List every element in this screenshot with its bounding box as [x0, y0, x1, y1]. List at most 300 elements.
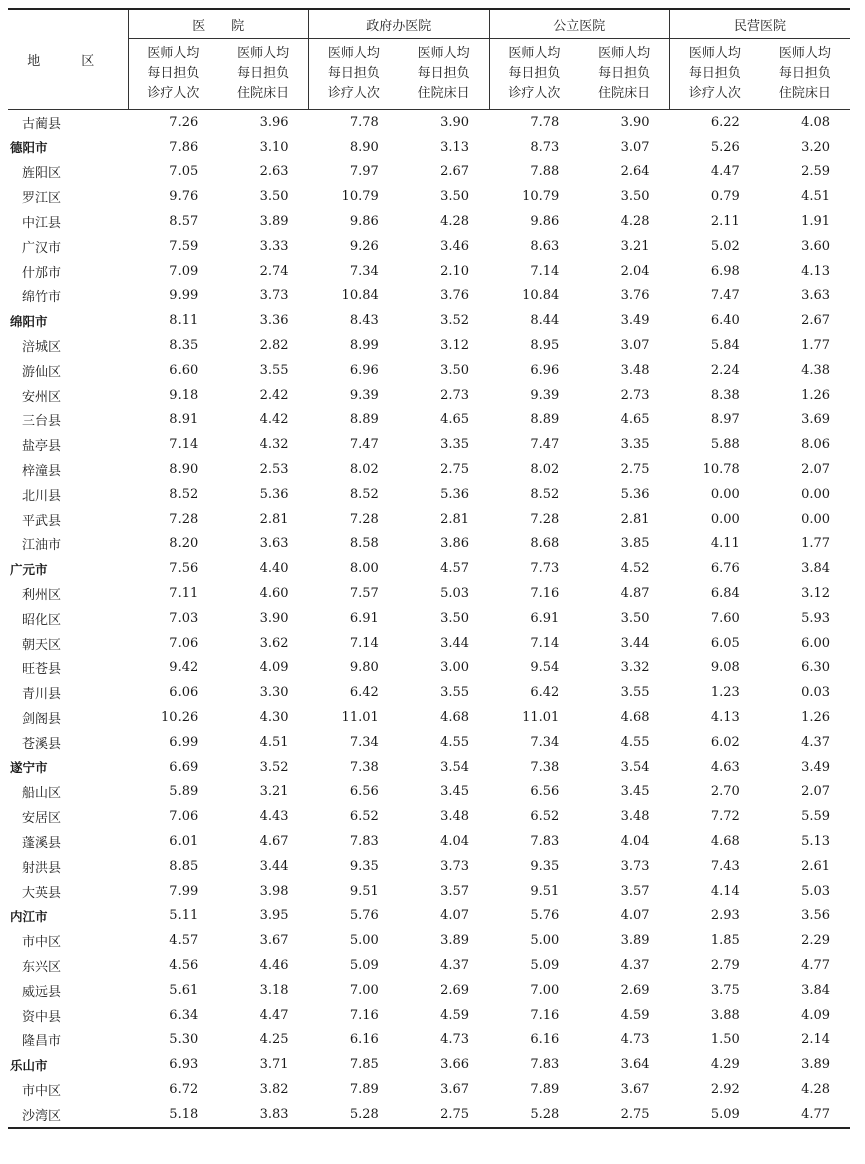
table-row: [8, 581, 850, 606]
table-header: [8, 9, 850, 110]
table-cell: 7.16: [530, 1007, 560, 1023]
table-cell: 7.83: [530, 1057, 560, 1073]
table-cell: 3.69: [801, 412, 831, 428]
table-cell: 3.49: [620, 313, 650, 329]
region-name: 东兴区: [22, 959, 62, 975]
table-cell: 3.48: [620, 809, 650, 825]
subheader-line: 每日担负: [327, 66, 380, 81]
table-cell: 7.97: [349, 164, 379, 180]
table-cell: 3.98: [259, 883, 289, 899]
table-row: [8, 209, 850, 234]
table-cell: 2.73: [440, 387, 470, 403]
region-name: 射洪县: [22, 860, 62, 876]
table-row: [8, 854, 850, 879]
table-cell: 2.82: [259, 338, 289, 354]
table-cell: 6.30: [801, 660, 831, 676]
table-cell: 2.70: [710, 784, 740, 800]
table-cell: 11.01: [341, 710, 379, 726]
group-header-hospital: 医 院: [128, 9, 309, 39]
table-cell: 3.75: [710, 982, 740, 998]
table-cell: 3.95: [259, 908, 289, 924]
table-row: [8, 1027, 850, 1052]
table-cell: 5.00: [349, 933, 379, 949]
region-name: 遂宁市: [10, 760, 48, 776]
table-cell: 4.29: [710, 1057, 740, 1073]
table-cell: 6.02: [710, 734, 740, 750]
region-name: 江油市: [22, 538, 62, 554]
group-header-public: 公立医院: [489, 9, 670, 39]
table-cell: 3.44: [440, 635, 470, 651]
table-cell: 6.56: [349, 784, 379, 800]
table-cell: 3.89: [620, 933, 650, 949]
table-cell: 6.52: [530, 809, 560, 825]
subheader-line: 住院床日: [237, 86, 290, 101]
table-cell: 4.30: [259, 710, 289, 726]
table-cell: 3.63: [259, 536, 289, 552]
table-cell: 8.52: [530, 486, 560, 502]
table-cell: 7.26: [169, 114, 199, 130]
subheader-line: 每日担负: [417, 66, 470, 81]
region-name: 剑阁县: [22, 712, 62, 728]
subheader-line: 诊疗人次: [508, 86, 561, 101]
table-cell: 2.07: [801, 462, 831, 478]
table-cell: 3.30: [259, 685, 289, 701]
table-cell: 3.20: [801, 139, 831, 155]
table-cell: 5.28: [309, 1102, 399, 1128]
table-cell: 3.52: [259, 759, 289, 775]
region-name: 苍溪县: [22, 736, 62, 752]
table-cell: 8.11: [169, 313, 199, 329]
table-cell: 3.33: [259, 238, 289, 254]
table-cell: 7.86: [169, 139, 199, 155]
table-cell: 6.96: [349, 362, 379, 378]
table-cell: 3.67: [440, 1081, 470, 1097]
table-cell: 5.18: [128, 1102, 218, 1128]
table-cell: 1.26: [801, 387, 831, 403]
subheader-inpatient: [399, 39, 489, 110]
table-cell: 4.28: [440, 214, 470, 230]
table-cell: 3.84: [801, 561, 831, 577]
table-cell: 4.51: [801, 189, 831, 205]
subheader-line: 医师人均: [778, 46, 831, 61]
table-cell: 5.30: [169, 1032, 199, 1048]
table-cell: 3.55: [259, 362, 289, 378]
table-cell: 5.09: [530, 957, 560, 973]
table-cell: 7.43: [710, 858, 740, 874]
table-cell: 4.04: [440, 834, 470, 849]
table-cell: 8.02: [349, 462, 379, 478]
group-header-private: 民营医院: [670, 9, 851, 39]
table-cell: 4.40: [259, 561, 289, 577]
table-cell: 3.50: [440, 362, 470, 378]
subheader-line: 诊疗人次: [147, 86, 200, 101]
table-cell: 7.59: [169, 238, 199, 254]
table-cell: 4.08: [801, 114, 831, 130]
table-cell: 9.80: [349, 660, 379, 676]
region-name: 涪城区: [22, 340, 62, 356]
table-cell: 3.76: [620, 288, 650, 304]
table-cell: 3.89: [440, 933, 470, 949]
table-cell: 3.10: [259, 139, 289, 155]
table-cell: 5.36: [259, 486, 289, 502]
subheader-line: 医师人均: [237, 46, 290, 61]
subheader-line: 医师人均: [508, 46, 561, 61]
table-cell: 2.04: [620, 263, 650, 279]
table-cell: 4.09: [259, 660, 289, 676]
table-cell: 4.07: [440, 908, 470, 924]
table-cell: 3.12: [801, 586, 831, 602]
table-cell: 0.00: [710, 511, 740, 527]
table-cell: 6.52: [349, 809, 379, 825]
table-cell: 7.28: [530, 511, 560, 527]
table-cell: 7.57: [349, 586, 379, 602]
table-row: [8, 829, 850, 854]
table-row: [8, 705, 850, 730]
table-cell: 4.47: [259, 1007, 289, 1023]
table-cell: 8.73: [530, 139, 560, 155]
region-name: 北川县: [22, 488, 62, 504]
table-cell: 3.56: [801, 908, 831, 924]
table-body: [8, 110, 850, 1128]
table-cell: 6.42: [530, 685, 560, 701]
table-cell: 2.92: [710, 1081, 740, 1097]
table-row: [8, 482, 850, 507]
table-cell: 4.28: [801, 1081, 831, 1097]
region-name: 威远县: [22, 984, 62, 1000]
table-cell: 3.35: [440, 437, 470, 453]
subheader-line: 诊疗人次: [327, 86, 380, 101]
table-row: [8, 110, 850, 135]
table-cell: 3.57: [440, 883, 470, 899]
subheader-inpatient: [760, 39, 850, 110]
table-cell: 0.03: [801, 685, 831, 701]
table-cell: 2.67: [801, 313, 831, 329]
table-cell: 3.32: [620, 660, 650, 676]
table-cell: 4.04: [620, 834, 650, 849]
table-cell: 6.56: [530, 784, 560, 800]
table-cell: 3.50: [440, 610, 470, 626]
table-cell: 8.99: [349, 338, 379, 354]
table-cell: 7.73: [530, 561, 560, 577]
table-cell: 5.03: [801, 883, 831, 899]
table-cell: 4.59: [620, 1007, 650, 1023]
region-name: 隆昌市: [22, 1034, 62, 1050]
table-row: [8, 1003, 850, 1028]
table-cell: 4.57: [440, 561, 470, 577]
table-cell: 8.57: [169, 214, 199, 230]
table-cell: 3.07: [620, 139, 650, 155]
region-name: 古蔺县: [22, 116, 62, 132]
table-cell: 4.63: [710, 759, 740, 775]
table-cell: 4.59: [440, 1007, 470, 1023]
table-cell: 6.72: [169, 1081, 199, 1097]
table-cell: 4.43: [259, 809, 289, 825]
table-cell: 7.28: [349, 511, 379, 527]
table-cell: 7.06: [169, 809, 199, 825]
table-cell: 6.84: [710, 586, 740, 602]
table-cell: 8.06: [801, 437, 831, 453]
table-cell: 6.16: [530, 1032, 560, 1048]
table-cell: 5.11: [169, 908, 199, 924]
table-cell: 3.54: [620, 759, 650, 775]
region-name: 游仙区: [22, 364, 62, 380]
table-cell: 2.11: [710, 214, 740, 230]
group-header-government: 政府办医院: [309, 9, 490, 39]
table-cell: 7.56: [169, 561, 199, 577]
region-name: 罗江区: [22, 191, 62, 207]
table-cell: 4.68: [620, 710, 650, 726]
table-cell: 6.22: [710, 114, 740, 130]
table-cell: 6.60: [169, 362, 199, 378]
table-cell: 7.06: [169, 635, 199, 651]
region-name: 蓬溪县: [22, 836, 62, 851]
table-cell: 10.26: [161, 710, 199, 726]
table-cell: 6.96: [530, 362, 560, 378]
table-cell: 3.66: [440, 1057, 470, 1073]
table-row: [8, 532, 850, 557]
table-cell: 2.75: [620, 462, 650, 478]
table-cell: 4.14: [710, 883, 740, 899]
region-name: 旌阳区: [22, 166, 62, 182]
table-cell: 11.01: [522, 710, 560, 726]
table-cell: 6.98: [710, 263, 740, 279]
region-name: 青川县: [22, 687, 62, 703]
table-cell: 3.55: [440, 685, 470, 701]
table-cell: 9.54: [530, 660, 560, 676]
table-cell: 4.57: [169, 933, 199, 949]
table-cell: 3.84: [801, 982, 831, 998]
table-cell: 2.81: [259, 511, 289, 527]
table-cell: 9.26: [349, 238, 379, 254]
table-cell: 7.47: [710, 288, 740, 304]
table-cell: 3.48: [620, 362, 650, 378]
region-name: 盐亭县: [22, 439, 62, 455]
table-cell: 5.59: [801, 809, 831, 825]
table-cell: 7.38: [530, 759, 560, 775]
table-cell: 4.07: [620, 908, 650, 924]
table-cell: 3.50: [440, 189, 470, 205]
table-cell: 9.39: [530, 387, 560, 403]
table-cell: 8.02: [530, 462, 560, 478]
table-cell: 4.47: [710, 164, 740, 180]
table-cell: 3.35: [620, 437, 650, 453]
table-cell: 5.61: [169, 982, 199, 998]
table-cell: 3.55: [620, 685, 650, 701]
table-cell: 6.00: [801, 635, 831, 651]
table-cell: 2.93: [710, 908, 740, 924]
table-cell: 2.59: [801, 164, 831, 180]
table-cell: 8.85: [169, 858, 199, 874]
table-cell: 9.42: [169, 660, 199, 676]
region-name: 船山区: [22, 786, 62, 802]
table-row: [8, 879, 850, 904]
region-name: 资中县: [22, 1009, 62, 1025]
table-cell: 4.65: [440, 412, 470, 428]
table-cell: 8.38: [710, 387, 740, 403]
table-cell: 9.39: [349, 387, 379, 403]
table-cell: 3.49: [801, 759, 831, 775]
table-cell: 3.44: [620, 635, 650, 651]
table-row: [8, 333, 850, 358]
table-cell: 0.00: [710, 486, 740, 502]
table-row: [8, 1077, 850, 1102]
region-name: 广元市: [10, 561, 48, 577]
table-cell: 3.86: [440, 536, 470, 552]
table-row: [8, 184, 850, 209]
table-cell: 2.73: [620, 387, 650, 403]
table-row-city: [8, 556, 850, 581]
table-cell: 2.75: [579, 1102, 669, 1128]
subheader-line: 诊疗人次: [688, 86, 741, 101]
table-cell: 5.00: [530, 933, 560, 949]
table-cell: 1.26: [801, 710, 831, 726]
region-name: 市中区: [22, 1083, 62, 1099]
table-cell: 3.48: [440, 809, 470, 825]
table-cell: 7.47: [349, 437, 379, 453]
region-name: 利州区: [22, 588, 62, 604]
table-cell: 9.35: [530, 858, 560, 874]
table-cell: 4.77: [801, 957, 831, 973]
table-cell: 4.55: [620, 734, 650, 750]
table-cell: 2.75: [440, 462, 470, 478]
table-cell: 8.97: [710, 412, 740, 428]
region-header: 地 区: [8, 9, 128, 110]
table-row: [8, 408, 850, 433]
table-cell: 1.77: [801, 536, 831, 552]
table-cell: 8.91: [169, 412, 199, 428]
region-name: 沙湾区: [8, 1102, 128, 1128]
subheader-inpatient: [579, 39, 669, 110]
table-cell: 8.20: [169, 536, 199, 552]
table-cell: 3.21: [620, 238, 650, 254]
table-cell: 2.67: [440, 164, 470, 180]
table-cell: 7.16: [530, 586, 560, 602]
table-cell: 3.90: [620, 114, 650, 130]
table-cell: 4.32: [259, 437, 289, 453]
subheader-outpatient: [309, 39, 399, 110]
table-row-city: [8, 308, 850, 333]
table-cell: 10.84: [522, 288, 560, 304]
subheader-line: 每日担负: [598, 66, 651, 81]
subheader-line: 医师人均: [147, 46, 200, 61]
subheader-line: 医师人均: [688, 46, 741, 61]
table-row: [8, 383, 850, 408]
table-row: [8, 1102, 850, 1128]
table-cell: 7.00: [349, 982, 379, 998]
table-cell: 3.45: [620, 784, 650, 800]
table-cell: 5.13: [801, 834, 831, 849]
table-cell: 10.79: [341, 189, 379, 205]
region-name: 三台县: [22, 414, 62, 430]
table-cell: 5.36: [620, 486, 650, 502]
table-cell: 3.50: [620, 189, 650, 205]
table-cell: 4.56: [169, 957, 199, 973]
table-cell: 9.51: [530, 883, 560, 899]
table-cell: 9.99: [169, 288, 199, 304]
table-cell: 5.89: [169, 784, 199, 800]
table-cell: 5.03: [440, 586, 470, 602]
table-row-city: [8, 904, 850, 929]
table-cell: 9.51: [349, 883, 379, 899]
region-name: 大英县: [22, 885, 62, 901]
table-cell: 5.26: [710, 139, 740, 155]
table-row: [8, 953, 850, 978]
table-cell: 3.83: [218, 1102, 308, 1128]
table-cell: 3.44: [259, 858, 289, 874]
table-cell: 3.21: [259, 784, 289, 800]
table-cell: 4.65: [620, 412, 650, 428]
table-cell: 7.99: [169, 883, 199, 899]
subheader-outpatient: [489, 39, 579, 110]
table-cell: 3.73: [259, 288, 289, 304]
table-cell: 3.13: [440, 139, 470, 155]
table-cell: 3.45: [440, 784, 470, 800]
region-name: 广汉市: [22, 240, 62, 256]
table-row: [8, 358, 850, 383]
table-cell: 8.44: [530, 313, 560, 329]
table-row-city: [8, 1052, 850, 1077]
table-cell: 8.68: [530, 536, 560, 552]
table-row: [8, 978, 850, 1003]
subheader-line: 每日担负: [237, 66, 290, 81]
subheader-line: 每日担负: [778, 66, 831, 81]
table-cell: 6.99: [169, 734, 199, 750]
table-row: [8, 680, 850, 705]
table-cell: 7.14: [530, 263, 560, 279]
table-cell: 4.37: [440, 957, 470, 973]
table-cell: 3.60: [801, 238, 831, 254]
region-name: 绵阳市: [10, 313, 48, 329]
table-cell: 7.00: [530, 982, 560, 998]
table-cell: 0.79: [710, 189, 740, 205]
table-cell: 4.46: [259, 957, 289, 973]
table-cell: 4.51: [259, 734, 289, 750]
subheader-line: 医师人均: [417, 46, 470, 61]
table-cell: 3.07: [620, 338, 650, 354]
table-row: [8, 656, 850, 681]
table-cell: 8.52: [169, 486, 199, 502]
table-row: [8, 606, 850, 631]
table-cell: 6.40: [710, 313, 740, 329]
table-cell: 8.90: [169, 462, 199, 478]
table-row-city: [8, 755, 850, 780]
subheader-line: 每日担负: [688, 66, 741, 81]
table-cell: 7.34: [349, 734, 379, 750]
region-name: 旺苍县: [22, 662, 62, 678]
table-cell: 3.18: [259, 982, 289, 998]
table-cell: 2.69: [440, 982, 470, 998]
table-cell: 7.34: [349, 263, 379, 279]
table-cell: 3.76: [440, 288, 470, 304]
subheader-line: 每日担负: [147, 66, 200, 81]
table-cell: 7.60: [710, 610, 740, 626]
table-cell: 2.75: [399, 1102, 489, 1128]
table-cell: 8.63: [530, 238, 560, 254]
table-cell: 3.46: [440, 238, 470, 254]
table-cell: 4.13: [801, 263, 831, 279]
table-cell: 3.73: [620, 858, 650, 874]
table-cell: 3.89: [801, 1057, 831, 1073]
table-cell: 7.11: [169, 586, 199, 602]
table-cell: 7.05: [169, 164, 199, 180]
subheader-line: 住院床日: [778, 86, 831, 101]
table-cell: 7.89: [349, 1081, 379, 1097]
table-cell: 2.69: [620, 982, 650, 998]
table-cell: 5.76: [349, 908, 379, 924]
table-cell: 5.76: [530, 908, 560, 924]
table-cell: 7.89: [530, 1081, 560, 1097]
table-cell: 4.68: [710, 834, 740, 849]
